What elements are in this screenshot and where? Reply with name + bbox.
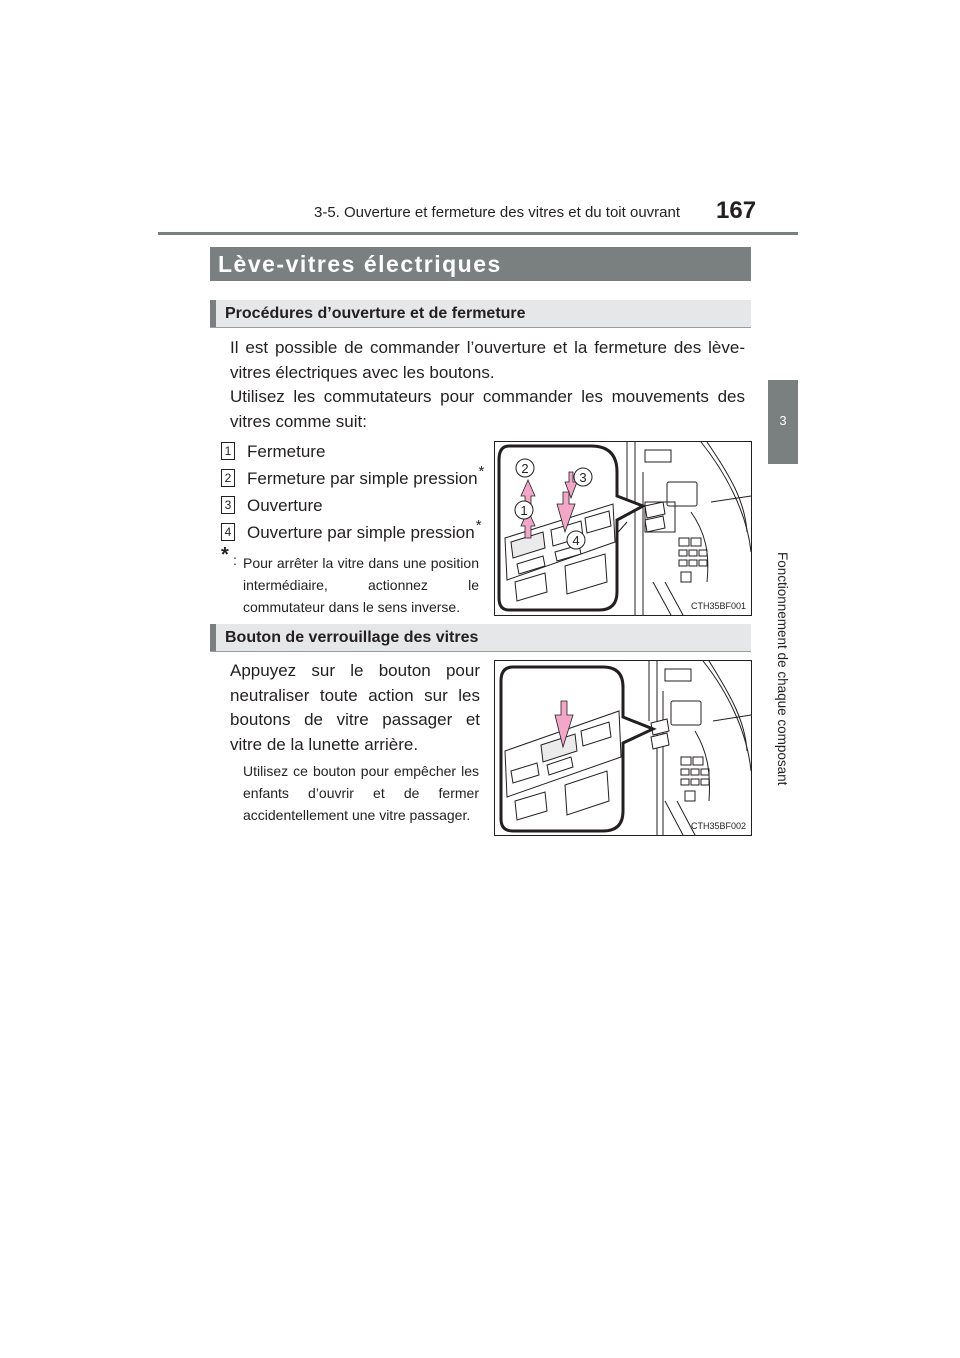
callout-3: 3	[579, 470, 587, 485]
section-heading-label: Bouton de verrouillage des vitres	[225, 629, 479, 646]
section-heading-label: Procédures d’ouverture et de fermeture	[225, 305, 526, 322]
item-asterisk: *	[475, 517, 482, 534]
chapter-title: Fonctionnement de chaque composant	[775, 552, 790, 786]
instructions-paragraph: Utilisez les commutateurs pour commander les mouvements des vitres comme suit:	[230, 387, 745, 431]
figure-code: CTH35BF001	[690, 601, 746, 611]
running-header: 3-5. Ouverture et fermeture des vitres et du toit ouvrant	[314, 204, 681, 221]
item-text: Fermeture	[247, 442, 326, 461]
window-lock-drawing	[495, 661, 751, 835]
item-number: 1	[221, 442, 235, 460]
list-item	[221, 517, 482, 543]
header-rule	[158, 232, 798, 235]
page-title: Lève-vitres électriques	[210, 247, 751, 281]
footnote-colon: :	[233, 552, 237, 568]
window-lock-illustration	[494, 660, 752, 836]
list-item	[221, 436, 326, 462]
window-switch-illustration	[494, 441, 752, 616]
item-number: 3	[221, 496, 235, 514]
lock-paragraph: Appuyez sur le bouton pour neutraliser toute action sur les boutons de vitre passager et vitre de la lunette arrière.	[230, 661, 480, 754]
chapter-number: 3	[779, 413, 787, 428]
item-number: 4	[221, 523, 235, 541]
list-item	[221, 463, 484, 489]
callout-4: 4	[572, 533, 580, 548]
list-item	[221, 490, 324, 516]
footnote-asterisk: *	[221, 544, 229, 566]
callout-2: 2	[521, 461, 529, 476]
item-text: Fermeture par simple pression	[247, 469, 478, 488]
chapter-title-wrap	[768, 468, 798, 808]
window-switch-drawing	[495, 442, 751, 615]
lock-note: Utilisez ce bouton pour empêcher les enfants d’ouvrir et de fermer accidentellement une vitre passager.	[243, 763, 479, 823]
footnote-text: Pour arrêter la vitre dans une position intermédiaire, actionnez le commutateur dans le sens inverse.	[243, 555, 479, 615]
item-text: Ouverture par simple pression	[247, 523, 475, 542]
section-heading-procedures	[210, 300, 751, 328]
section-heading-lock	[210, 624, 751, 652]
intro-paragraph: Il est possible de commander l’ouverture et la fermeture des lève-vitres électriques avec les boutons.	[230, 338, 745, 382]
figure-code: CTH35BF002	[690, 821, 746, 831]
page-number: 167	[716, 197, 757, 224]
heading-accent	[210, 300, 216, 327]
item-number: 2	[221, 469, 235, 487]
callout-1: 1	[520, 503, 528, 518]
item-text: Ouverture	[247, 496, 323, 515]
heading-accent	[210, 624, 216, 651]
item-asterisk: *	[478, 463, 485, 480]
